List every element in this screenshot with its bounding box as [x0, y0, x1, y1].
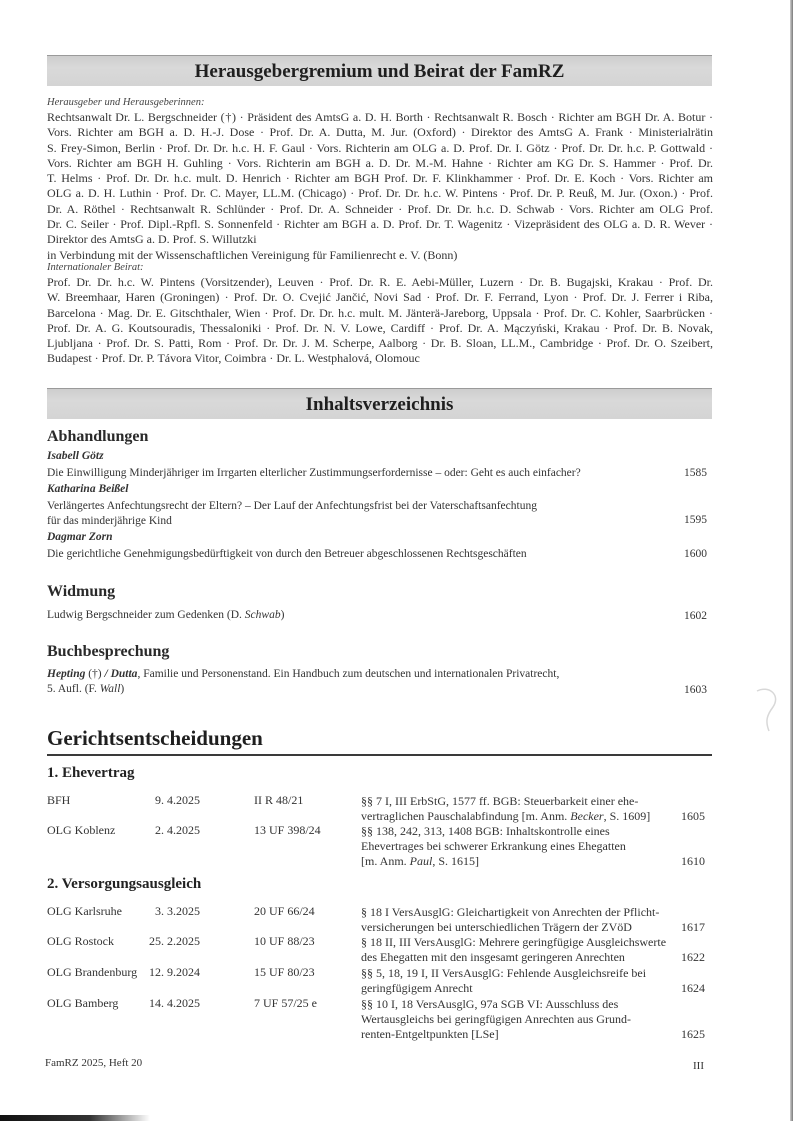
decision-page[interactable]: 1624 — [681, 981, 705, 995]
decision-date: 25. 2.2025 — [149, 934, 200, 948]
toc-banner: Inhaltsverzeichnis — [47, 388, 712, 419]
decision-date: 9. 4.2025 — [155, 793, 200, 807]
annotator: Paul — [409, 853, 433, 868]
scan-shadow — [0, 1115, 150, 1121]
editorial-board-banner: Herausgebergremium und Beirat der FamRZ — [47, 55, 712, 86]
decision-court: OLG Karlsruhe — [47, 904, 122, 918]
decision-description[interactable] — [361, 966, 661, 996]
editors-line: Dr. A. Röthel · Rechtsanwalt R. Schlünder · Prof. Dr. A. Schneider · Prof. Dr. Dr. h.c. D. Schwab · Vors. Richter am OLG Prof. — [47, 201, 713, 216]
decision-page[interactable]: 1617 — [681, 920, 705, 934]
desc-line: §§ 5, 18, 19 I, II VersAusglG: Fehlende Ausgleichsreife bei — [361, 966, 647, 980]
international-line: Ljubljana · Prof. Dr. S. Patti, Rom · Prof. Dr. Dr. J. M. Scherpe, Aalborg · Dr. B. Sloan, LL.M., Cambridge · Prof. Dr. O. Szeibert, — [47, 336, 713, 351]
decision-court: OLG Rostock — [47, 934, 114, 948]
decision-docket: 7 UF 57/25 e — [254, 996, 317, 1010]
book-title: , Familie und Personenstand. Ein Handbuch zum deutschen und internationalen Privatrecht, — [137, 668, 560, 680]
decision-docket: 20 UF 66/24 — [254, 904, 315, 918]
desc-line: Wertausgleichs bei geringfügigen Anrechten aus Grund- — [361, 1011, 631, 1026]
desc-line: [m. Anm. — [361, 853, 410, 868]
toc-entry-page[interactable]: 1603 — [684, 684, 707, 696]
editors-line: Dr. C. Seiler · Prof. Dipl.-Rpfl. S. Sonnenfeld · Richter am BGH a. D. Prof. Dr. T. Wagenitz · Vizepräsident des OLG a. D. R. Wever · — [47, 217, 713, 232]
book-reviewer: Wall — [99, 682, 121, 695]
desc-end: , S. 1615] — [432, 853, 480, 868]
toc-entry-title-line: Verlängertes Anfechtungsrecht der Eltern? – Der Lauf der Anfechtungsfrist bei der Vaterschaftsanfechtung — [47, 500, 537, 512]
annotator: Becker — [570, 808, 604, 823]
footer-journal: FamRZ 2025, Heft 20 — [45, 1057, 143, 1069]
decisions-heading: Gerichtsentscheidungen — [47, 726, 263, 750]
section-heading-buchbesprechung: Buchbesprechung — [47, 643, 170, 660]
international-line: Prof. Dr. A. G. Koutsouradis, Thessaloniki · Prof. Dr. N. V. Lowe, Cardiff · Prof. Dr. A. Mączyński, Krakau · Prof. Dr. B. Novak, — [47, 320, 713, 335]
widmung-text-end: ) — [280, 609, 285, 621]
desc-line: §§ 10 I, 18 VersAusglG, 97a SGB VI: Ausschluss des — [361, 997, 619, 1011]
section-heading-abhandlungen: Abhandlungen — [47, 428, 149, 445]
toc-entry-title[interactable] — [47, 608, 627, 623]
decision-date: 14. 4.2025 — [149, 996, 200, 1010]
international-line: Barcelona · Mag. Dr. E. Gitschthaler, Wien · Prof. Dr. Dr. h.c. mult. M. Jänterä-Jareborg, Uppsala · Prof. Dr. C. Kohler, Saarbrücken · — [47, 305, 713, 320]
toc-author: Dagmar Zorn — [47, 531, 113, 543]
desc-line: §§ 138, 242, 313, 1408 BGB: Inhaltskontrolle eines — [361, 824, 610, 838]
toc-entry-page[interactable]: 1595 — [684, 514, 707, 526]
decision-date: 3. 3.2025 — [155, 904, 200, 918]
decision-court: BFH — [47, 793, 71, 807]
decisions-rule — [47, 754, 712, 756]
decision-court: OLG Brandenburg — [47, 965, 138, 979]
toc-entry-title[interactable]: Die gerichtliche Genehmigungsbedürftigkeit von durch den Betreuer abgeschlossenen Rechtsgeschäften — [47, 548, 527, 560]
toc-author: Isabell Götz — [47, 450, 104, 462]
decision-court: OLG Koblenz — [47, 823, 116, 837]
book-author-2: / Dutta — [104, 668, 138, 680]
book-author-dagger: (†) — [85, 668, 105, 680]
decision-page[interactable]: 1605 — [681, 809, 705, 823]
section-heading-widmung: Widmung — [47, 583, 116, 600]
editors-line: S. Frey-Simon, Berlin · Prof. Dr. Dr. h.c. H. F. Gaul · Vors. Richterin am OLG a. D. Prof. Dr. I. Götz · Prof. Dr. Dr. h.c. P. Gottwald · — [47, 140, 713, 155]
toc-entry-title[interactable] — [47, 499, 627, 528]
international-board-list — [47, 275, 713, 367]
international-board-label: Internationaler Beirat: — [47, 262, 144, 273]
desc-end: , S. 1609] — [603, 808, 651, 823]
book-author: Hepting — [47, 668, 86, 680]
desc-line: geringfügigem Anrecht — [361, 980, 473, 995]
international-line: Budapest · Prof. Dr. P. Távora Vitor, Coimbra · Dr. L. Westphalová, Olomouc — [47, 351, 420, 366]
desc-line: §§ 7 I, III ErbStG, 1577 ff. BGB: Steuerbarkeit einer ehe- — [361, 794, 639, 808]
toc-entry-page[interactable]: 1602 — [684, 610, 707, 622]
decision-court: OLG Bamberg — [47, 996, 119, 1010]
decision-docket: 13 UF 398/24 — [254, 823, 321, 837]
association-note: in Verbindung mit der Wissenschaftlichen Vereinigung für Familienrecht e. V. (Bonn) — [47, 247, 458, 262]
decision-page[interactable]: 1610 — [681, 854, 705, 868]
international-line: Prof. Dr. Dr. h.c. W. Pintens (Vorsitzender), Leuven · Prof. Dr. R. E. Aebi-Müller, Luzern · Dr. B. Bugajski, Krakau · Prof. Dr. — [47, 275, 713, 289]
decision-page[interactable]: 1622 — [681, 950, 705, 964]
book-edition: 5. Aufl. (F. — [47, 682, 100, 695]
editors-line: Rechtsanwalt Dr. L. Bergschneider (†) · Präsident des AmtsG a. D. H. Borth · Rechtsanwalt R. Bosch · Richter am BGH Dr. A. Botur · — [47, 110, 713, 124]
decision-description[interactable] — [361, 905, 661, 935]
editors-list — [47, 110, 713, 263]
desc-line: Ehevertrages bei schwerer Erkrankung eines Ehegatten — [361, 838, 626, 853]
decision-description[interactable] — [361, 935, 667, 965]
desc-line: vertraglichen Pauschalabfindung [m. Anm. — [361, 808, 571, 823]
toc-entry-title-line: für das minderjährige Kind — [47, 514, 172, 527]
international-line: W. Breemhaar, Haren (Groningen) · Prof. Dr. O. Cvejić Jančić, Novi Sad · Prof. Dr. F. Ferrand, Lyon · Prof. Dr. J. Ferrer i Riba, — [47, 290, 713, 305]
decision-docket: 15 UF 80/23 — [254, 965, 315, 979]
footer-page-number: III — [693, 1060, 704, 1072]
toc-entry-title[interactable] — [47, 667, 627, 696]
desc-line: § 18 I VersAusglG: Gleichartigkeit von Anrechten der Pflicht- — [361, 905, 660, 919]
decision-date: 2. 4.2025 — [155, 823, 200, 837]
decision-page[interactable]: 1625 — [681, 1027, 705, 1041]
decision-docket: 10 UF 88/23 — [254, 934, 315, 948]
book-edition-end: ) — [120, 682, 125, 695]
decision-date: 12. 9.2024 — [149, 965, 200, 979]
group-heading: 2. Versorgungsausgleich — [47, 876, 202, 892]
desc-line: § 18 II, III VersAusglG: Mehrere geringfügige Ausgleichswerte — [361, 935, 667, 949]
decision-description[interactable] — [361, 794, 661, 824]
editors-line: Vors. Richter am BGH a. D. H.-J. Dose · Prof. Dr. A. Dutta, M. Jur. (Oxford) · Direktor des AmtsG A. Frank · Ministerialrätin — [47, 125, 713, 140]
desc-line: versicherungen bei unterschiedlichen Trägern der ZVöD — [361, 919, 632, 934]
editors-line: Vors. Richter am BGH H. Guhling · Vors. Richterin am BGH a. D. Dr. M.-M. Hahne · Richter am KG Dr. S. Hammer · Prof. Dr. — [47, 155, 713, 170]
pencil-mark-icon — [755, 685, 785, 735]
editors-label: Herausgeber und Herausgeberinnen: — [47, 97, 205, 108]
toc-entry-page[interactable]: 1600 — [684, 548, 707, 560]
editors-line: OLG a. D. H. Luthin · Prof. Dr. C. Mayer, LL.M. (Chicago) · Prof. Dr. Dr. h.c. W. Pintens · Prof. Dr. P. Reuß, M. Jur. (Oxon.) · Prof. — [47, 186, 713, 201]
toc-entry-page[interactable]: 1585 — [684, 467, 707, 479]
decision-docket: II R 48/21 — [254, 793, 304, 807]
toc-author: Katharina Beißel — [47, 483, 129, 495]
decision-description[interactable] — [361, 824, 661, 868]
decision-description[interactable] — [361, 997, 661, 1041]
widmung-text: Ludwig Bergschneider zum Gedenken (D. — [47, 609, 245, 621]
editors-line: Direktor des AmtsG a. D. Prof. S. Willutzki — [47, 232, 257, 247]
editors-line: T. Helms · Prof. Dr. Dr. h.c. mult. D. Henrich · Richter am BGH Prof. Dr. F. Klinkhammer · Prof. Dr. E. Koch · Vors. Richter am — [47, 171, 713, 186]
group-heading: 1. Ehevertrag — [47, 765, 135, 781]
desc-line: des Ehegatten mit den insgesamt geringeren Anrechten — [361, 949, 625, 964]
desc-line: renten-Entgeltpunkten [LSe] — [361, 1026, 499, 1041]
widmung-author: Schwab — [244, 609, 281, 621]
toc-entry-title[interactable]: Die Einwilligung Minderjähriger im Irrgarten elterlicher Zustimmungserfordernisse – oder: Geht es auch einfacher? — [47, 467, 581, 479]
